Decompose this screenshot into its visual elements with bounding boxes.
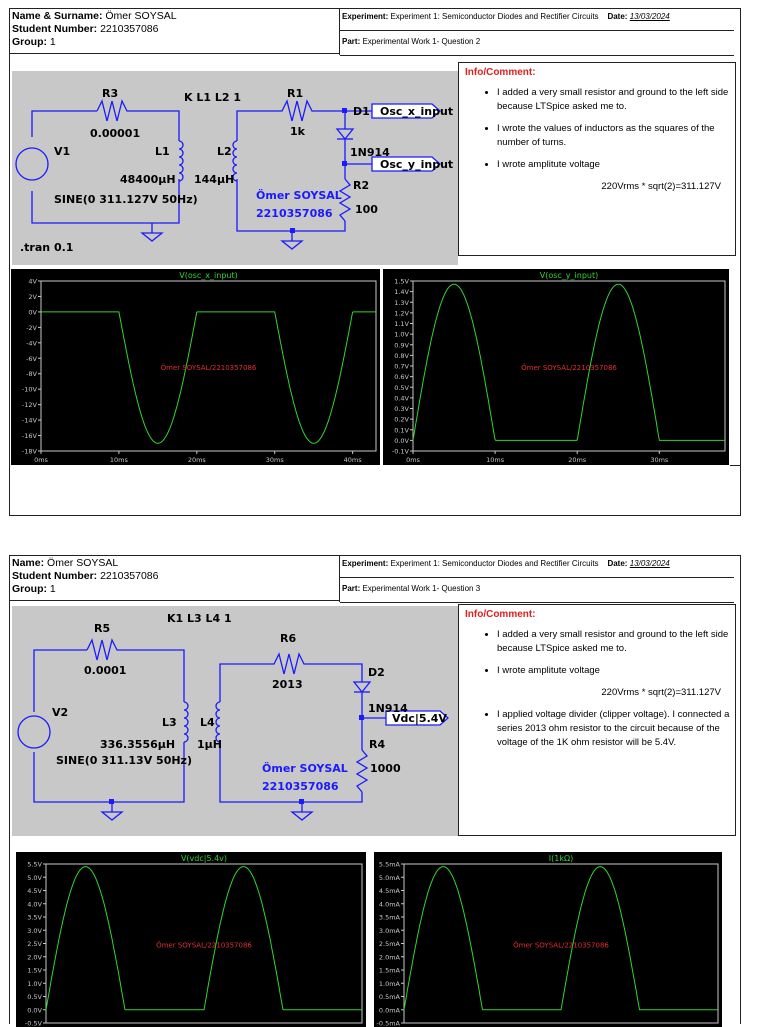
y-tick-label: -6V <box>26 355 37 363</box>
watermark-text: Ömer SOYSAL/2210357086 <box>513 941 609 950</box>
y-tick-label: 5.0V <box>27 874 42 882</box>
info-item: • I wrote the values of inductors as the squares of the number of turns. <box>497 122 735 150</box>
r1-value: 1k <box>290 125 306 138</box>
watermark-text: Ömer SOYSAL/2210357086 <box>161 363 257 372</box>
y-tick-label: 1.0V <box>27 980 42 988</box>
author-name: Ömer SOYSAL <box>256 188 342 202</box>
student-number-label: Student Number: <box>12 23 97 35</box>
amplitude-formula: 220Vrms * sqrt(2)=311.127V <box>459 686 735 700</box>
y-tick-label: 1.1V <box>394 320 409 328</box>
info-item: • I added a very small resistor and ground to the left side because LTSpice asked me to. <box>497 628 735 656</box>
y-tick-label: 1.4V <box>394 288 409 296</box>
r4-value: 1000 <box>370 762 401 775</box>
series-line <box>404 867 718 1010</box>
y-tick-label: 0.4V <box>394 394 409 402</box>
y-tick-label: 4.0V <box>27 900 42 908</box>
r6-value: 2013 <box>272 678 303 691</box>
coupling-directive: K L1 L2 1 <box>184 91 241 104</box>
r3-value: 0.00001 <box>90 127 140 140</box>
series-line <box>41 312 376 443</box>
diode-model-label: 1N914 <box>350 146 390 159</box>
chart-current <box>374 852 722 1027</box>
group-value: 1 <box>50 36 56 48</box>
author-id: 2210357086 <box>262 780 339 793</box>
chart-osc-y <box>383 269 729 465</box>
plot-osc-x-input <box>11 269 380 465</box>
y-tick-label: 0V <box>28 308 37 316</box>
amplitude-formula: 220Vrms * sqrt(2)=311.127V <box>459 180 735 194</box>
watermark-text: Ömer SOYSAL/2210357086 <box>521 363 617 372</box>
d1-label: D1 <box>353 105 370 118</box>
y-tick-label: -4V <box>26 339 37 347</box>
y-tick-label: -12V <box>22 401 38 409</box>
series-line <box>413 284 725 440</box>
d2-label: D2 <box>368 666 385 679</box>
y-tick-label: 1.3V <box>394 299 409 307</box>
chart-vdc <box>16 852 366 1027</box>
coupling-directive: K1 L3 L4 1 <box>167 612 232 625</box>
x-tick-label: 20ms <box>568 456 587 464</box>
l1-value: 48400μH <box>120 173 176 186</box>
y-tick-label: 4.5mA <box>379 887 401 895</box>
page-header <box>10 9 740 67</box>
y-tick-label: 3.0mA <box>379 927 401 935</box>
date-label: Date: <box>607 559 627 568</box>
y-tick-label: 0.5V <box>394 384 409 392</box>
y-tick-label: 0.7V <box>394 363 409 371</box>
experiment-label: Experiment: <box>342 12 388 21</box>
y-tick-label: -14V <box>22 417 38 425</box>
y-tick-label: 0.2V <box>394 416 409 424</box>
y-tick-label: -2V <box>26 324 37 332</box>
y-tick-label: 5.0mA <box>379 874 401 882</box>
x-tick-label: 30ms <box>650 456 669 464</box>
plot-current-1k <box>374 852 722 1027</box>
group-label: Group: <box>12 583 47 595</box>
date-label: Date: <box>607 12 627 21</box>
y-tick-label: 1.0V <box>394 331 409 339</box>
y-tick-label: 1.5V <box>27 967 42 975</box>
chart-title: V(vdc|5.4v) <box>181 854 227 863</box>
x-tick-label: 10ms <box>110 456 129 464</box>
l4-label: L4 <box>200 716 215 729</box>
y-tick-label: -0.5V <box>25 1020 43 1027</box>
diode-model-label: 1N914 <box>368 702 408 715</box>
part-value: Experimental Work 1- Question 2 <box>362 37 480 46</box>
y-tick-label: 3.0V <box>27 927 42 935</box>
y-tick-label: 4.5V <box>27 887 42 895</box>
report-page-2 <box>9 555 741 1024</box>
x-tick-label: 30ms <box>266 456 285 464</box>
info-item: • I applied voltage divider (clipper voltage). I connected a series 2013 ohm resistor to the circuit because of the voltage of the 1K ohm resistor will be 5.4V. <box>497 708 735 750</box>
info-title: Info/Comment: <box>465 608 735 622</box>
student-number-value: 2210357086 <box>100 23 158 35</box>
y-tick-label: 0.8V <box>394 352 409 360</box>
name-value: Ömer SOYSAL <box>47 557 118 569</box>
y-tick-label: 2.5V <box>27 940 42 948</box>
part-label: Part: <box>342 37 360 46</box>
part-value: Experimental Work 1- Question 3 <box>362 584 480 593</box>
y-tick-label: -8V <box>26 370 37 378</box>
series-line <box>46 867 362 1010</box>
l3-label: L3 <box>162 716 177 729</box>
info-comment-box-2 <box>458 604 736 836</box>
group-value: 1 <box>50 583 56 595</box>
info-item: • I added a very small resistor and ground to the left side because LTSpice asked me to. <box>497 86 735 114</box>
plot-vdc <box>16 852 366 1027</box>
y-tick-label: -0.5mA <box>377 1020 401 1027</box>
l3-value: 336.3556μH <box>100 738 175 751</box>
y-tick-label: 0.6V <box>394 373 409 381</box>
y-tick-label: 1.5mA <box>379 967 401 975</box>
v1-value: SINE(0 311.127V 50Hz) <box>54 193 198 206</box>
group-label: Group: <box>12 36 47 48</box>
report-page-1 <box>9 8 741 516</box>
y-tick-label: 1.0mA <box>379 980 401 988</box>
name-label: Name: <box>12 557 44 569</box>
experiment-value: Experiment 1: Semiconductor Diodes and Rectifier Circuits <box>390 12 598 21</box>
l2-value: 144μH <box>194 173 234 186</box>
info-comment-box-1 <box>458 62 736 256</box>
y-tick-label: 1.2V <box>394 309 409 317</box>
y-tick-label: 2.0mA <box>379 953 401 961</box>
y-tick-label: 5.5mA <box>379 861 401 869</box>
r6-label: R6 <box>280 632 296 645</box>
y-tick-label: 4.0mA <box>379 900 401 908</box>
y-tick-label: 0.5V <box>27 993 42 1001</box>
name-value: Ömer SOYSAL <box>105 10 176 22</box>
student-number-value: 2210357086 <box>100 570 158 582</box>
chart-osc-x <box>11 269 380 465</box>
y-tick-label: 3.5mA <box>379 914 401 922</box>
student-info <box>12 557 338 596</box>
experiment-value: Experiment 1: Semiconductor Diodes and Rectifier Circuits <box>390 559 598 568</box>
r5-value: 0.0001 <box>84 664 126 677</box>
v2-label: V2 <box>52 706 68 719</box>
osc-x-input-label: Osc_x_input <box>380 105 453 118</box>
y-tick-label: 0.0V <box>394 437 409 445</box>
y-tick-label: 2V <box>28 293 37 301</box>
part-label: Part: <box>342 584 360 593</box>
y-tick-label: 2.5mA <box>379 940 401 948</box>
circuit-schematic-1 <box>12 71 458 265</box>
osc-y-input-label: Osc_y_input <box>380 158 453 171</box>
info-item: • I wrote amplitute voltage <box>497 158 735 172</box>
y-tick-label: -16V <box>22 432 38 440</box>
y-tick-label: 0.3V <box>394 405 409 413</box>
x-tick-label: 10ms <box>486 456 505 464</box>
y-tick-label: 2.0V <box>27 953 42 961</box>
date-value: 13/03/2024 <box>630 559 670 568</box>
l4-value: 1μH <box>197 738 222 751</box>
author-id: 2210357086 <box>256 207 333 220</box>
r2-label: R2 <box>353 179 369 192</box>
chart-title: V(osc_y_input) <box>540 271 599 280</box>
y-tick-label: 0.9V <box>394 341 409 349</box>
y-tick-label: 1.5V <box>394 278 409 286</box>
r1-label: R1 <box>287 87 303 100</box>
x-tick-label: 20ms <box>188 456 207 464</box>
y-tick-label: -18V <box>22 448 38 456</box>
x-tick-label: 0ms <box>406 456 420 464</box>
tran-directive: .tran 0.1 <box>20 241 73 254</box>
y-tick-label: 3.5V <box>27 914 42 922</box>
chart-title: I(1kΩ) <box>549 854 573 863</box>
y-tick-label: -0.1V <box>392 448 410 456</box>
plot-osc-y-input <box>383 269 729 465</box>
x-tick-label: 0ms <box>34 456 48 464</box>
name-label: Name & Surname: <box>12 10 102 22</box>
r3-label: R3 <box>102 87 118 100</box>
v2-value: SINE(0 311.13V 50Hz) <box>56 754 192 767</box>
y-tick-label: 0.0V <box>27 1006 42 1014</box>
r5-label: R5 <box>94 622 110 635</box>
info-item: • I wrote amplitute voltage <box>497 664 735 678</box>
y-tick-label: 0.5mA <box>379 993 401 1001</box>
author-name: Ömer SOYSAL <box>262 761 348 775</box>
y-tick-label: 5.5V <box>27 861 42 869</box>
circuit-schematic-2 <box>12 606 458 836</box>
y-tick-label: 0.1V <box>394 426 409 434</box>
chart-title: V(osc_x_input) <box>179 271 238 280</box>
vdc-net-label: Vdc|5.4V <box>392 712 447 725</box>
l2-label: L2 <box>217 145 232 158</box>
watermark-text: Ömer SOYSAL/2210357086 <box>156 941 252 950</box>
r2-value: 100 <box>355 203 378 216</box>
y-tick-label: 0.0mA <box>379 1006 401 1014</box>
y-tick-label: -10V <box>22 386 38 394</box>
student-number-label: Student Number: <box>12 570 97 582</box>
l1-label: L1 <box>155 145 170 158</box>
experiment-label: Experiment: <box>342 559 388 568</box>
date-value: 13/03/2024 <box>630 12 670 21</box>
info-title: Info/Comment: <box>465 66 735 80</box>
x-tick-label: 40ms <box>344 456 363 464</box>
r4-label: R4 <box>369 738 385 751</box>
v1-label: V1 <box>54 145 70 158</box>
student-info <box>12 10 338 49</box>
y-tick-label: 4V <box>28 278 37 286</box>
